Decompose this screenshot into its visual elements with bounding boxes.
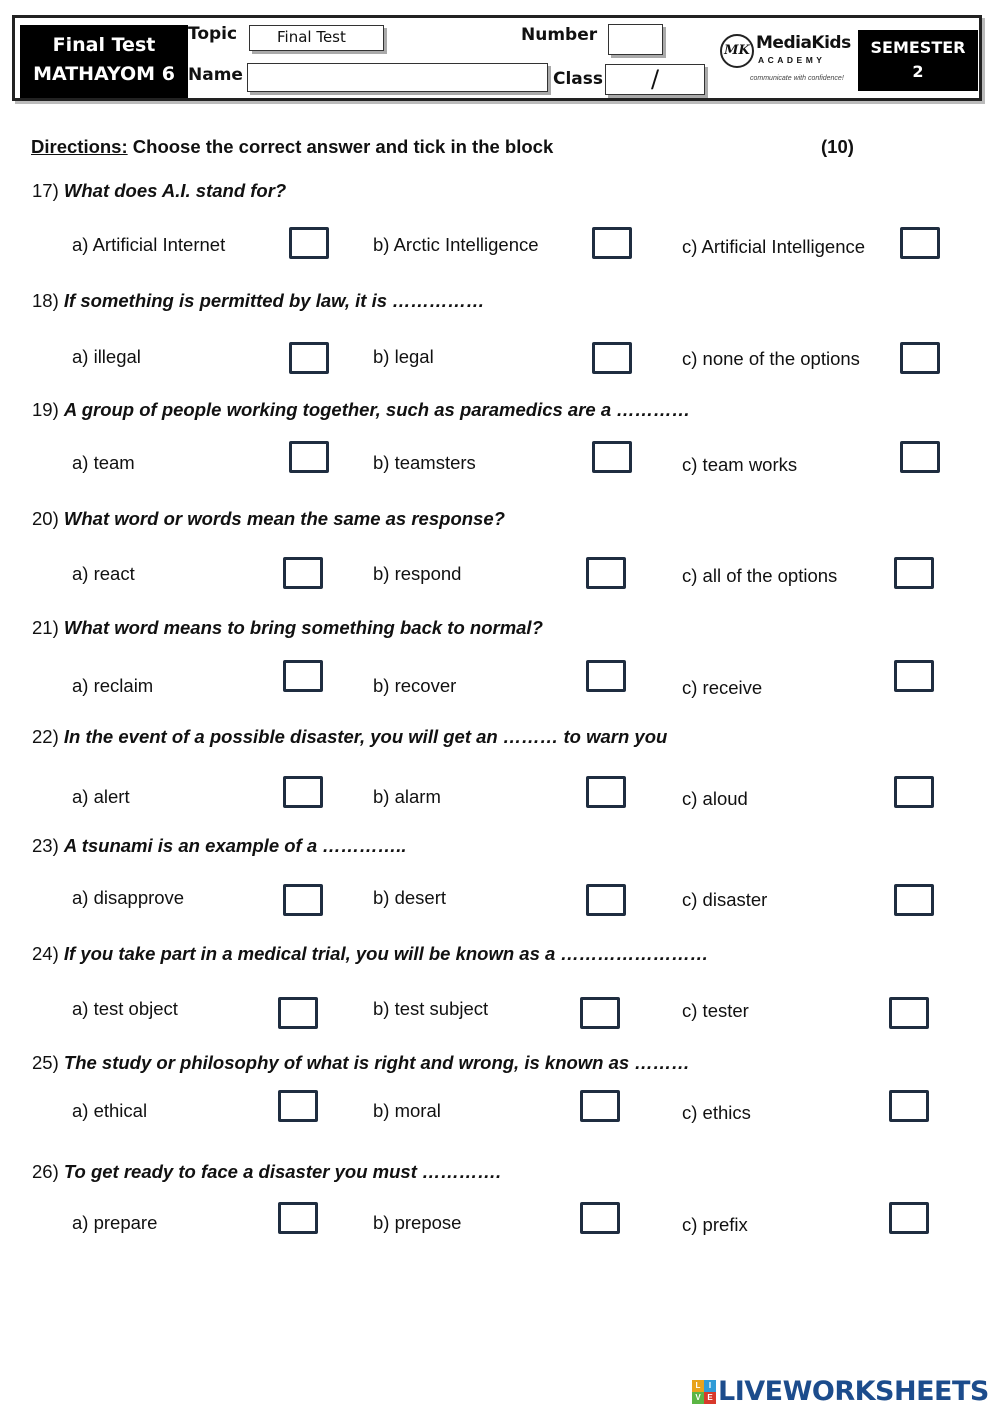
question — [32, 399, 690, 421]
option-a-label: a) test object — [72, 998, 178, 1019]
option-a-checkbox[interactable] — [283, 557, 323, 589]
option-b-checkbox[interactable] — [592, 342, 632, 374]
option-c-label: c) Artificial Intelligence — [682, 236, 866, 257]
question-text: A group of people working together, such as paramedics are a ………… — [63, 399, 691, 420]
logo-brand: MediaKids — [756, 33, 851, 53]
question — [32, 726, 667, 748]
test-title: Final Test — [52, 34, 156, 56]
option-c-label: c) prefix — [682, 1214, 748, 1235]
option-b-checkbox[interactable] — [586, 557, 626, 589]
question-text: To get ready to face a disaster you must …………. — [63, 1161, 502, 1182]
option-b-checkbox[interactable] — [586, 660, 626, 692]
directions-text: Choose the correct answer and tick in the block — [132, 136, 554, 157]
question — [32, 835, 407, 857]
option-b-label: b) respond — [373, 563, 462, 584]
name-field[interactable] — [247, 63, 548, 92]
option-a-label: a) Artificial Internet — [72, 234, 226, 255]
option-c-checkbox[interactable] — [900, 342, 940, 374]
option-a-checkbox[interactable] — [278, 1090, 318, 1122]
directions — [31, 136, 553, 158]
liveworksheets-wordmark: LIVEWORKSHEETS — [718, 1376, 989, 1407]
option-c-label: c) all of the options — [682, 565, 838, 586]
logo-letter: L — [692, 1380, 704, 1392]
option-a-checkbox[interactable] — [289, 342, 329, 374]
option-c-checkbox[interactable] — [889, 1202, 929, 1234]
question-text: What does A.I. stand for? — [63, 180, 287, 201]
option-b-label: b) legal — [373, 346, 434, 367]
option-a-label: a) ethical — [72, 1100, 148, 1121]
option-c-label: c) ethics — [682, 1102, 751, 1123]
option-c-label: c) team works — [682, 454, 798, 475]
option-a-checkbox[interactable] — [283, 884, 323, 916]
option-c-checkbox[interactable] — [900, 441, 940, 473]
option-b-label: b) test subject — [373, 998, 489, 1019]
question-text: The study or philosophy of what is right and wrong, is known as ……… — [63, 1052, 690, 1073]
logo-letter: I — [704, 1380, 716, 1392]
option-b-checkbox[interactable] — [580, 1090, 620, 1122]
option-c-checkbox[interactable] — [889, 1090, 929, 1122]
option-b-checkbox[interactable] — [586, 884, 626, 916]
semester-label: SEMESTER — [870, 38, 966, 57]
option-a-label: a) reclaim — [72, 675, 154, 696]
option-a-checkbox[interactable] — [289, 227, 329, 259]
question-number: 22) — [32, 726, 59, 747]
option-a-label: a) alert — [72, 786, 130, 807]
topic-field[interactable]: Final Test — [249, 25, 384, 51]
number-label: Number — [521, 25, 598, 45]
logo-letter: V — [692, 1392, 704, 1404]
option-c-checkbox[interactable] — [894, 884, 934, 916]
number-field[interactable] — [608, 24, 663, 55]
name-label: Name — [188, 65, 243, 85]
question-number: 21) — [32, 617, 59, 638]
option-a-label: a) illegal — [72, 346, 141, 367]
question-text: If you take part in a medical trial, you will be known as a …………………… — [63, 943, 709, 964]
test-title-block — [20, 25, 188, 98]
option-b-checkbox[interactable] — [580, 997, 620, 1029]
question-number: 23) — [32, 835, 59, 856]
option-c-checkbox[interactable] — [894, 557, 934, 589]
option-b-label: b) desert — [373, 887, 447, 908]
option-c-checkbox[interactable] — [894, 776, 934, 808]
option-b-label: b) moral — [373, 1100, 441, 1121]
logo-letter: E — [704, 1392, 716, 1404]
option-b-label: b) alarm — [373, 786, 441, 807]
option-c-label: c) aloud — [682, 788, 748, 809]
option-a-label: a) react — [72, 563, 135, 584]
question — [32, 508, 505, 530]
question-text: If something is permitted by law, it is …………… — [63, 290, 485, 311]
question-number: 25) — [32, 1052, 59, 1073]
question — [32, 290, 485, 312]
semester-block — [858, 30, 978, 91]
question-number: 24) — [32, 943, 59, 964]
option-b-checkbox[interactable] — [586, 776, 626, 808]
logo-academy: ACADEMY — [758, 55, 826, 65]
option-a-checkbox[interactable] — [278, 1202, 318, 1234]
option-a-checkbox[interactable] — [283, 660, 323, 692]
class-field[interactable]: / — [605, 64, 705, 95]
option-b-label: b) Arctic Intelligence — [373, 234, 539, 255]
option-b-label: b) prepose — [373, 1212, 462, 1233]
option-b-checkbox[interactable] — [592, 227, 632, 259]
question-text: What word or words mean the same as response? — [63, 508, 505, 529]
topic-label: Topic — [188, 24, 238, 44]
question-text: A tsunami is an example of a ………….. — [63, 835, 407, 856]
option-c-checkbox[interactable] — [900, 227, 940, 259]
option-a-label: a) prepare — [72, 1212, 158, 1233]
question-number: 19) — [32, 399, 59, 420]
option-c-label: c) none of the options — [682, 348, 860, 369]
question — [32, 1052, 690, 1074]
test-header — [12, 15, 982, 101]
option-b-checkbox[interactable] — [592, 441, 632, 473]
class-label: Class — [553, 69, 604, 89]
score-total: (10) — [821, 136, 854, 157]
option-b-label: b) teamsters — [373, 452, 476, 473]
grade-level: MATHAYOM 6 — [33, 63, 175, 85]
question — [32, 617, 543, 639]
question-number: 20) — [32, 508, 59, 529]
option-c-checkbox[interactable] — [894, 660, 934, 692]
option-b-label: b) recover — [373, 675, 457, 696]
option-c-label: c) receive — [682, 677, 763, 698]
liveworksheets-grid-icon — [692, 1380, 716, 1404]
option-c-label: c) disaster — [682, 889, 768, 910]
option-c-label: c) tester — [682, 1000, 749, 1021]
question — [32, 180, 286, 202]
option-b-checkbox[interactable] — [580, 1202, 620, 1234]
logo-tagline: communicate with confidence! — [750, 75, 844, 82]
question — [32, 1161, 501, 1183]
option-a-checkbox[interactable] — [278, 997, 318, 1029]
semester-number: 2 — [912, 62, 924, 81]
option-a-label: a) team — [72, 452, 135, 473]
option-a-checkbox[interactable] — [283, 776, 323, 808]
question-number: 26) — [32, 1161, 59, 1182]
mk-globe-logo-icon: MK — [720, 34, 754, 68]
question — [32, 943, 708, 965]
mediakids-logo — [720, 30, 851, 88]
question-text: What word means to bring something back to normal? — [63, 617, 543, 638]
option-a-checkbox[interactable] — [289, 441, 329, 473]
directions-label: Directions: — [31, 136, 128, 157]
question-number: 17) — [32, 180, 59, 201]
option-c-checkbox[interactable] — [889, 997, 929, 1029]
question-number: 18) — [32, 290, 59, 311]
question-text: In the event of a possible disaster, you will get an ……… to warn you — [63, 726, 668, 747]
option-a-label: a) disapprove — [72, 887, 185, 908]
